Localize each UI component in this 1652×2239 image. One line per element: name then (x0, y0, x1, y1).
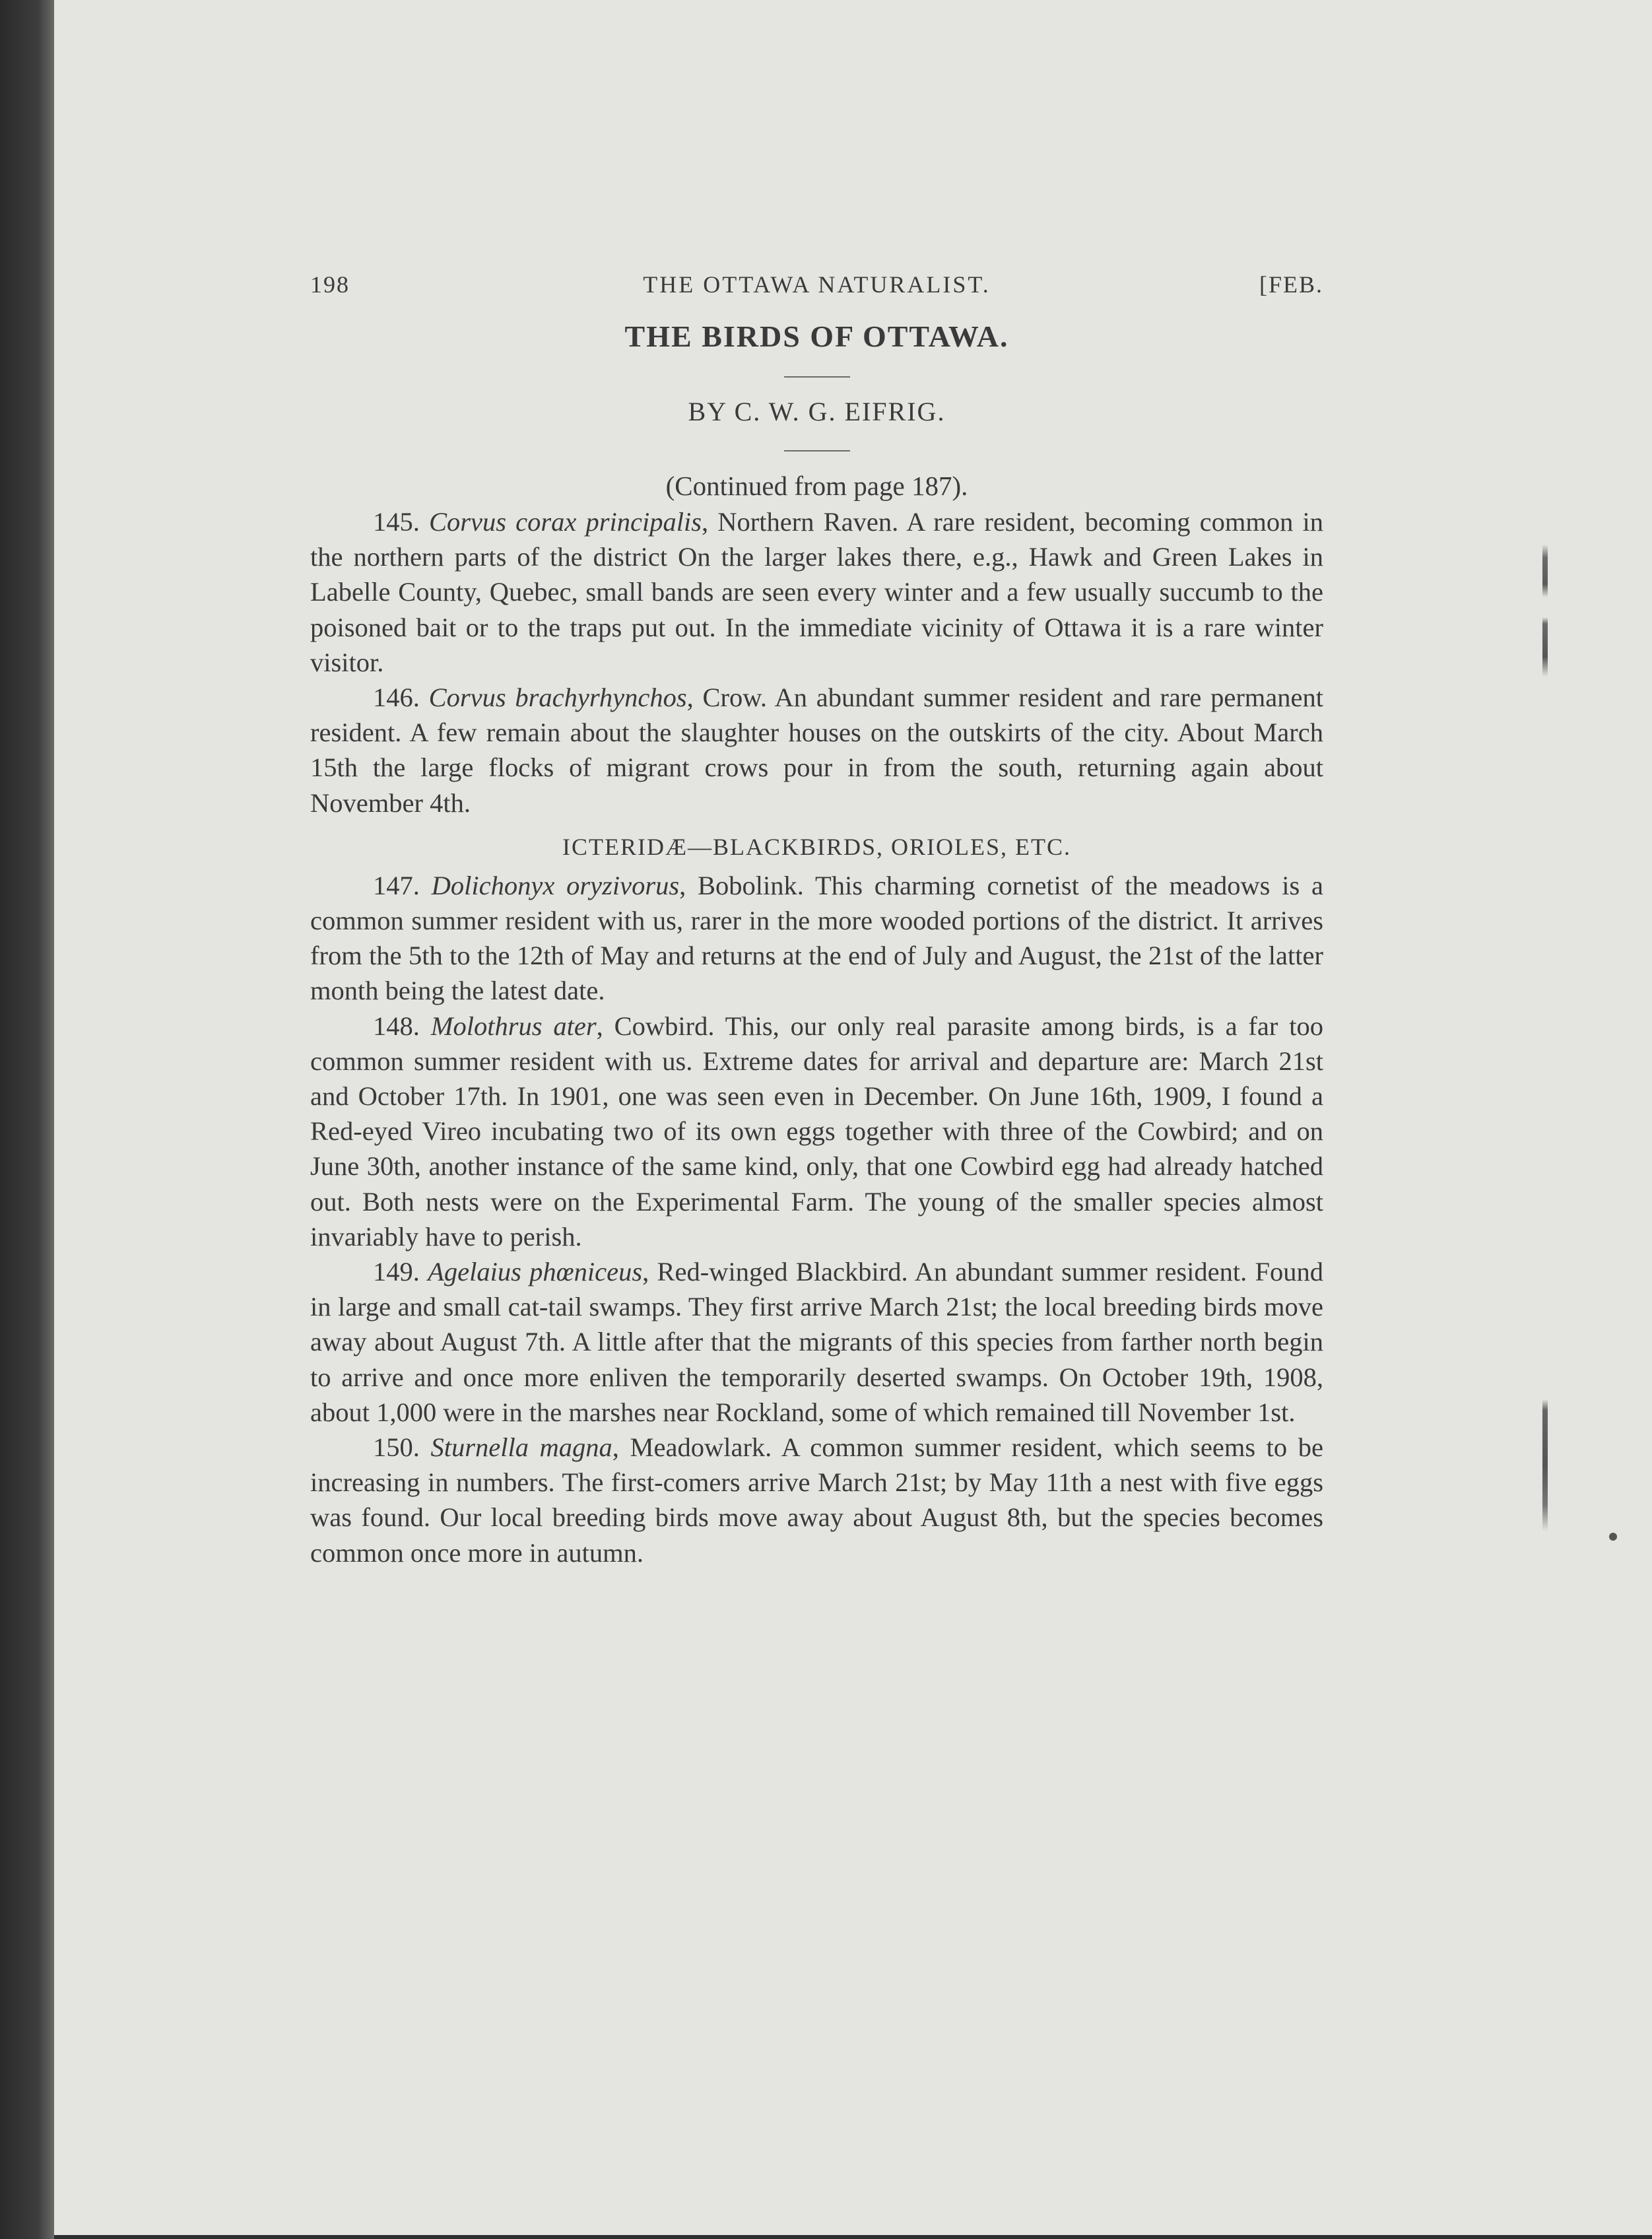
species-entry (310, 1430, 1323, 1570)
species-entry (310, 1254, 1323, 1430)
entry-text: , Cowbird. This, our only real parasite among birds, is a far too common summer resident with us. Extreme dates for arrival and departure are: March 21st and October 17th. In 1901, one was seen even in December. On June 16th, 1909, I found a Red-eyed Vireo incubating two of its own eggs together with three of the Cowbird; and on June 30th, another instance of the same kind, only, that one Cowbird egg had already hatched out. Both nests were on the Experimental Farm. The young of the smaller species almost invariably have to perish. (310, 1011, 1323, 1252)
scan-bottom-edge (54, 2235, 1652, 2239)
entry-number: 148. (373, 1011, 420, 1041)
entry-number: 149. (373, 1257, 420, 1287)
article-title: THE BIRDS OF OTTAWA. (624, 319, 1009, 353)
species-name: Agelaius phœniceus (428, 1257, 643, 1287)
issue-month: [FEB. (1259, 271, 1323, 298)
entry-number: 150. (373, 1432, 420, 1463)
continued-note: (Continued from page 187). (665, 471, 968, 501)
title-rule (784, 376, 850, 378)
binding-mark-lower (1542, 1399, 1548, 1531)
species-entry (310, 868, 1323, 1009)
species-name: Sturnella magna (430, 1432, 612, 1463)
entry-number: 147. (373, 870, 420, 900)
species-entry (310, 680, 1323, 820)
family-heading: ICTERIDÆ—BLACKBIRDS, ORIOLES, ETC. (562, 833, 1072, 860)
species-name: Dolichonyx oryzivorus (431, 870, 680, 900)
species-entry (310, 1009, 1323, 1254)
entry-number: 146. (373, 683, 420, 713)
running-head (310, 271, 1323, 317)
species-name: Molothrus ater (430, 1011, 597, 1041)
scan-binding-edge (0, 0, 54, 2239)
species-name: Corvus corax principalis (429, 507, 702, 537)
entries-before-section (310, 504, 1323, 820)
page-number: 198 (310, 271, 350, 298)
byline-rule (784, 450, 850, 451)
page-text (310, 271, 1323, 1570)
journal-title: THE OTTAWA NATURALIST. (643, 271, 991, 298)
entry-text: , Bobolink. This charming cornetist of the meadows is a common summer resident with us, rarer in the more wooded portions of the district. It arrives from the 5th to the 12th of May and returns at the end of July and August, the 21st of the latter month being the latest date. (310, 870, 1323, 1006)
entry-text: , Red-winged Blackbird. An abundant summer resident. Found in large and small cat-tail swamps. They first arrive March 21st; the local breeding birds move away about August 7th. A little after that the migrants of this species from farther north begin to arrive and once more enliven the temporarily deserted swamps. On October 19th, 1908, about 1,000 were in the marshes near Rockland, some of which remained till November 1st. (310, 1257, 1323, 1427)
entry-text: , Meadowlark. A common summer resident, which seems to be increasing in numbers. The first-comers arrive March 21st; by May 11th a nest with five eggs was found. Our local breeding birds move away about August 8th, but the species becomes common once more in autumn. (310, 1432, 1323, 1568)
species-entry (310, 504, 1323, 680)
species-name: Corvus brachyrhynchos (428, 683, 687, 713)
entry-number: 145. (373, 507, 420, 537)
binding-mark-upper (1542, 545, 1548, 677)
byline: BY C. W. G. EIFRIG. (688, 397, 946, 426)
entries-after-section (310, 868, 1323, 1570)
entry-text: , Northern Raven. A rare resident, becoming common in the northern parts of the district On the larger lakes there, e.g., Hawk and Green Lakes in Labelle County, Quebec, small bands are seen every winter and a few usually succumb to the poisoned bait or to the traps put out. In the immediate vicinity of Ottawa it is a rare winter visitor. (310, 507, 1324, 677)
entry-text: , Crow. An abundant summer resident and rare permanent resident. A few remain about the slaughter houses on the outskirts of the city. About March 15th the large flocks of migrant crows pour in from the south, returning again about November 4th. (310, 683, 1324, 818)
punch-dot (1609, 1533, 1617, 1541)
